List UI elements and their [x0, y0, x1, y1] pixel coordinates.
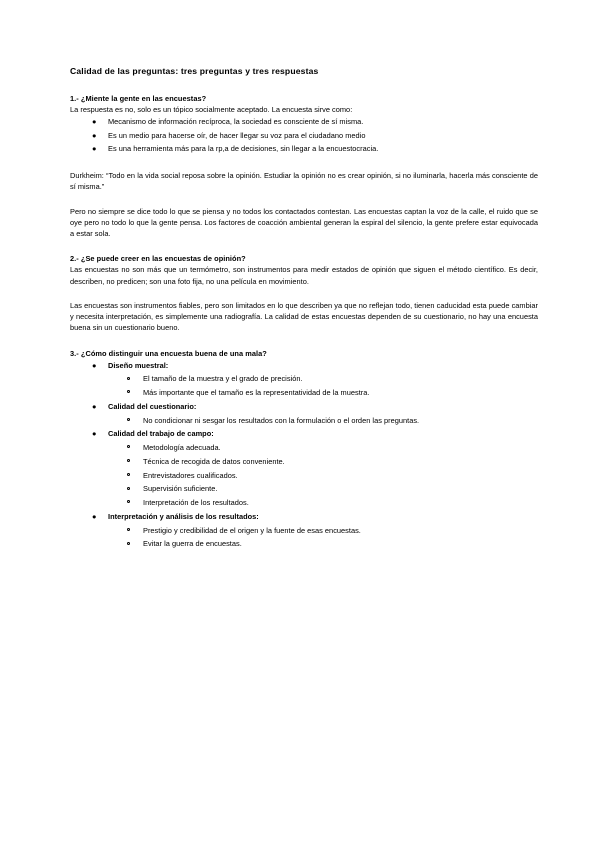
bullet-ring-icon	[127, 473, 130, 476]
sub-list-item-label: No condicionar ni sesgar los resultados con la formulación o el orden las preguntas.	[143, 415, 420, 425]
section-3	[70, 349, 538, 550]
section-3-heading: 3.- ¿Cómo distinguir una encuesta buena de una mala?	[70, 348, 267, 358]
group-label: Interpretación y análisis de los resultados:	[108, 511, 259, 521]
sub-list-item	[108, 442, 538, 453]
list-item	[70, 428, 538, 508]
bullet-ring-icon	[127, 418, 130, 421]
list-item	[70, 401, 538, 426]
group-label: Diseño muestral:	[108, 360, 169, 370]
section-1	[70, 94, 538, 240]
section-3-group-list	[70, 360, 538, 550]
sub-list-item-label: Técnica de recogida de datos conveniente.	[143, 456, 285, 466]
bullet-ring-icon	[127, 390, 130, 393]
list-item	[70, 143, 538, 154]
list-item-label: Es una herramienta más para la rp,a de decisiones, sin llegar a la encuestocracia.	[108, 144, 379, 154]
sub-list-item	[108, 387, 538, 398]
sub-list-item-label: El tamaño de la muestra y el grado de precisión.	[143, 374, 303, 384]
section-1-bullet-list	[70, 116, 538, 155]
sub-list-item-label: Metodología adecuada.	[143, 443, 221, 453]
list-item	[70, 511, 538, 550]
sub-list-item	[108, 456, 538, 467]
bullet-dot-icon: ●	[92, 144, 97, 154]
sub-list-item	[108, 373, 538, 384]
sub-list-item-label: Supervisión suficiente.	[143, 484, 218, 494]
bullet-ring-icon	[127, 500, 130, 503]
sub-list-item-label: Más importante que el tamaño es la representatividad de la muestra.	[143, 388, 370, 398]
sub-list	[108, 525, 538, 550]
bullet-dot-icon: ●	[92, 130, 97, 140]
bullet-ring-icon	[127, 377, 130, 380]
group-label: Calidad del trabajo de campo:	[108, 429, 214, 439]
section-1-paragraph-1: Durkheim: “Todo en la vida social reposa sobre la opinión. Estudiar la opinión no es crear opinión, si no iluminarla, hacerla más consciente de sí misma.”	[70, 171, 538, 192]
page-title: Calidad de las preguntas: tres preguntas y tres respuestas	[70, 66, 319, 76]
spacer	[70, 334, 538, 349]
sub-list	[108, 373, 538, 398]
section-2	[70, 254, 538, 333]
bullet-ring-icon	[127, 528, 130, 531]
section-1-heading: 1.- ¿Miente la gente en las encuestas?	[70, 93, 207, 103]
list-item	[70, 360, 538, 399]
bullet-dot-icon: ●	[92, 360, 97, 370]
sub-list-item	[108, 483, 538, 494]
list-item	[70, 116, 538, 127]
section-2-paragraph-2: Las encuestas son instrumentos fiables, pero son limitados en lo que describen ya que no reflejan todo, tienen caducidad esta puede cambiar y necesita interpretación, es simplemente una radiografía. La calidad de estas encuestas dependen de su cuestionario, no hay una encuesta buena sin un cuestionario bueno.	[70, 300, 538, 333]
bullet-dot-icon: ●	[92, 429, 97, 439]
bullet-ring-icon	[127, 459, 130, 462]
sub-list-item-label: Evitar la guerra de encuestas.	[143, 539, 242, 549]
sub-list-item	[108, 415, 538, 426]
sub-list	[108, 415, 538, 426]
spacer	[70, 287, 538, 300]
bullet-dot-icon: ●	[92, 401, 97, 411]
spacer	[70, 193, 538, 206]
spacer	[70, 157, 538, 170]
section-2-paragraph-1: Las encuestas no son más que un termómetro, son instrumentos para medir estados de opinión que siguen el método científico. Es decir, describen, no predicen; son una foto fija, no una película en movimiento.	[70, 265, 538, 286]
sub-list-item	[108, 525, 538, 536]
bullet-ring-icon	[127, 542, 130, 545]
section-1-paragraph-2: Pero no siempre se dice todo lo que se piensa y no todos los contactados contestan. Las encuestas captan la voz de la calle, el ruido que se oye pero no todo lo que la gente pensa. Los factores de coacción ambiental generan la espiral del silencio, la gente prefere estar equivocada a estar sola.	[70, 206, 538, 239]
sub-list-item	[108, 470, 538, 481]
bullet-ring-icon	[127, 445, 130, 448]
spacer	[70, 239, 538, 254]
section-1-intro: La respuesta es no, solo es un tópico socialmente aceptado. La encuesta sirve como:	[70, 104, 353, 114]
bullet-dot-icon: ●	[92, 511, 97, 521]
bullet-ring-icon	[127, 487, 130, 490]
sub-list-item	[108, 497, 538, 508]
list-item-label: Mecanismo de información recíproca, la sociedad es consciente de sí misma.	[108, 116, 364, 126]
list-item	[70, 130, 538, 141]
sub-list-item	[108, 538, 538, 549]
list-item-label: Es un medio para hacerse oír, de hacer llegar su voz para el ciudadano medio	[108, 130, 366, 140]
group-label: Calidad del cuestionario:	[108, 401, 197, 411]
bullet-dot-icon: ●	[92, 116, 97, 126]
sub-list-item-label: Entrevistadores cualificados.	[143, 470, 238, 480]
section-2-heading: 2.- ¿Se puede creer en las encuestas de opinión?	[70, 254, 246, 264]
sub-list-item-label: Interpretación de los resultados.	[143, 498, 249, 508]
sub-list-item-label: Prestigio y credibilidad de el origen y la fuente de esas encuestas.	[143, 525, 361, 535]
sub-list	[108, 442, 538, 508]
